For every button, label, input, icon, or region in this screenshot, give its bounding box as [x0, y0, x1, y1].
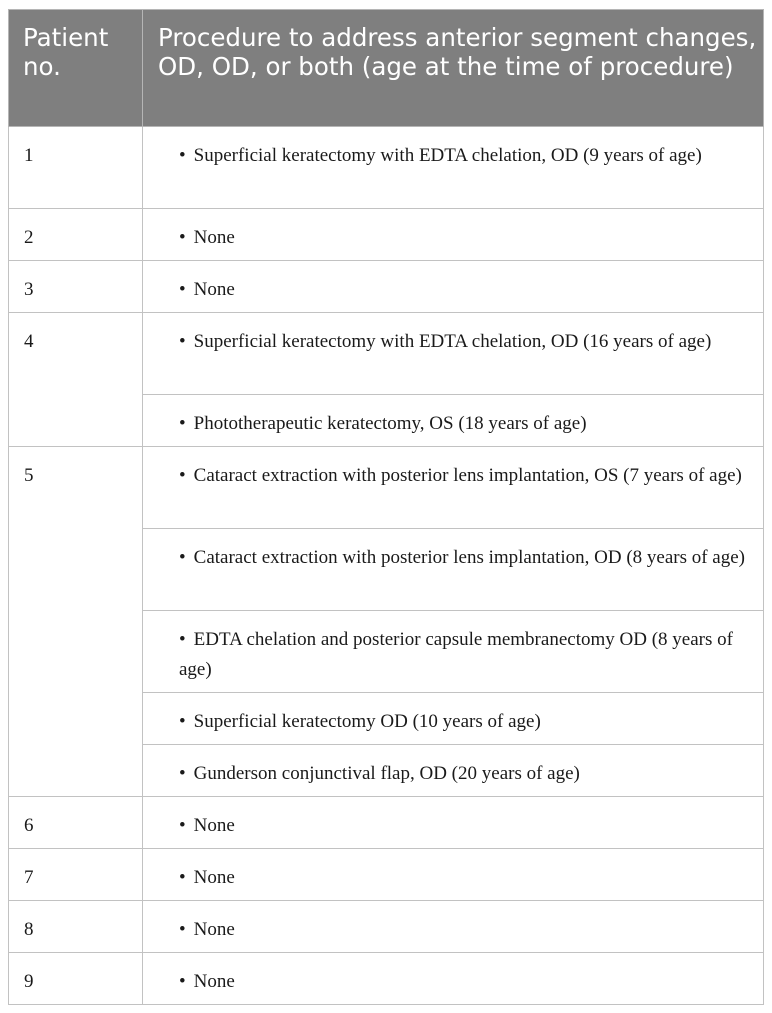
bullet: • [179, 465, 186, 486]
procedure-cell [143, 953, 764, 1005]
procedure-text: Cataract extraction with posterior lens implantation, OD (8 years of age) [193, 547, 745, 568]
procedure-text: None [193, 919, 235, 940]
patient-number: 8 [9, 901, 143, 953]
bullet: • [179, 331, 186, 352]
procedures-table [8, 9, 764, 1005]
procedure-text: EDTA chelation and posterior capsule membranectomy OD (8 years of age) [179, 629, 733, 680]
procedure-cell [143, 797, 764, 849]
patient-number: 6 [9, 797, 143, 849]
procedure-text: Cataract extraction with posterior lens implantation, OS (7 years of age) [193, 465, 742, 486]
procedure-text: Gunderson conjunctival flap, OD (20 years of age) [193, 763, 580, 784]
bullet: • [179, 279, 186, 300]
procedure-text: None [193, 815, 235, 836]
procedure-cell [143, 745, 764, 797]
bullet: • [179, 227, 186, 248]
procedure-cell [143, 261, 764, 313]
bullet: • [179, 763, 186, 784]
table-row [9, 797, 764, 849]
patient-number: 9 [9, 953, 143, 1005]
procedure-cell [143, 529, 764, 611]
patient-number: 5 [9, 447, 143, 797]
patient-number: 3 [9, 261, 143, 313]
header-procedure: Procedure to address anterior segment changes, OD, OD, or both (age at the time of procedure) [143, 10, 764, 127]
procedure-cell [143, 447, 764, 529]
procedure-text: Superficial keratectomy with EDTA chelation, OD (16 years of age) [193, 331, 712, 352]
table-row [9, 127, 764, 209]
procedure-cell [143, 693, 764, 745]
header-patient-no: Patient no. [9, 10, 143, 127]
procedure-text: Superficial keratectomy OD (10 years of age) [193, 711, 541, 732]
header-row [9, 10, 764, 127]
bullet: • [179, 919, 186, 940]
table-row [9, 313, 764, 395]
patient-number: 4 [9, 313, 143, 447]
procedure-cell [143, 209, 764, 261]
procedure-text: Superficial keratectomy with EDTA chelation, OD (9 years of age) [193, 145, 702, 166]
table-row [9, 849, 764, 901]
procedure-cell [143, 313, 764, 395]
patient-number: 2 [9, 209, 143, 261]
bullet: • [179, 971, 186, 992]
bullet: • [179, 711, 186, 732]
table-row [9, 261, 764, 313]
procedure-cell [143, 127, 764, 209]
procedure-text: None [193, 971, 235, 992]
bullet: • [179, 867, 186, 888]
procedure-cell [143, 901, 764, 953]
patient-number: 1 [9, 127, 143, 209]
procedure-cell [143, 611, 764, 693]
bullet: • [179, 815, 186, 836]
bullet: • [179, 629, 186, 650]
procedure-cell [143, 395, 764, 447]
table-row [9, 209, 764, 261]
patient-number: 7 [9, 849, 143, 901]
table-row [9, 447, 764, 529]
table-row [9, 901, 764, 953]
procedure-cell [143, 849, 764, 901]
bullet: • [179, 413, 186, 434]
bullet: • [179, 547, 186, 568]
procedure-text: None [193, 227, 235, 248]
table-row [9, 953, 764, 1005]
procedure-text: None [193, 867, 235, 888]
procedure-text: None [193, 279, 235, 300]
procedure-text: Phototherapeutic keratectomy, OS (18 years of age) [193, 413, 587, 434]
bullet: • [179, 145, 186, 166]
